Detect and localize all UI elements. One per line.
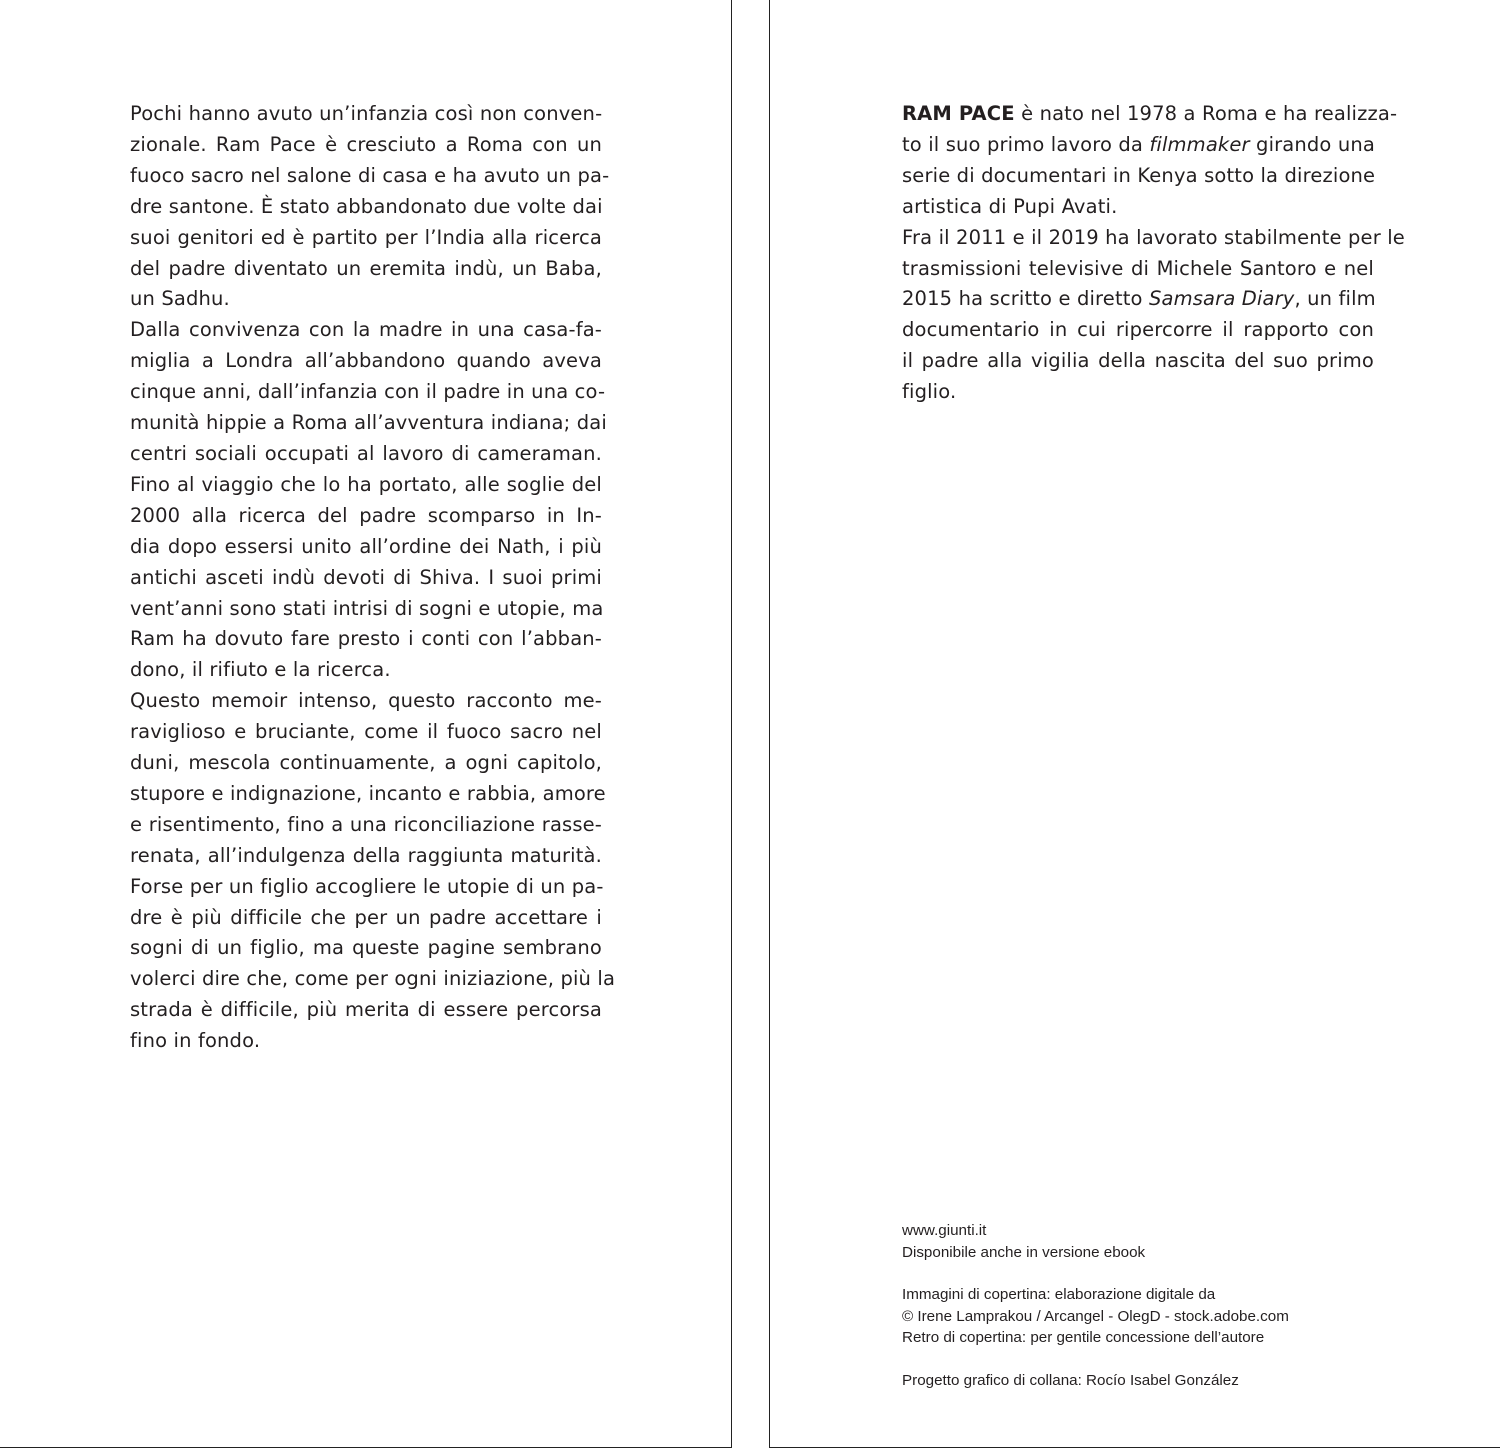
colophon-spacer: [902, 1349, 1402, 1370]
synopsis-line: fino in fondo.: [130, 1029, 261, 1053]
synopsis-line: suoi genitori ed è partito per l’India alla ricerca: [130, 225, 602, 249]
bio-line: trasmissioni televisive di Michele Santoro e nel: [902, 256, 1374, 280]
synopsis-line: antichi asceti indù devoti di Shiva. I suoi primi: [130, 565, 602, 589]
film-title: Samsara Diary: [1148, 287, 1295, 311]
author-bio: [902, 99, 1405, 408]
bio-line: [902, 99, 1398, 130]
synopsis-line: stupore e indignazione, incanto e rabbia, amore: [130, 781, 606, 805]
bio-text: è nato nel 1978 a Roma e ha realizza-: [1014, 102, 1398, 125]
left-flap-page: [0, 0, 732, 1448]
cover-credit-line: Immagini di copertina: elaborazione digitale da: [902, 1286, 1216, 1304]
synopsis-line: duni, mescola continuamente, a ogni capitolo,: [130, 751, 602, 775]
synopsis-line: Fino al viaggio che lo ha portato, alle soglie del: [130, 472, 602, 496]
back-cover-credit: Retro di copertina: per gentile concessione dell’autore: [902, 1329, 1265, 1347]
synopsis-line: dono, il rifiuto e la ricerca.: [130, 658, 391, 682]
bio-line: artistica di Pupi Avati.: [902, 194, 1118, 218]
bio-text: to il suo primo lavoro da: [902, 132, 1150, 156]
author-name: RAM PACE: [902, 102, 1015, 125]
synopsis-line: dia dopo essersi unito all’ordine dei Nath, i più: [130, 534, 602, 558]
bio-line: serie di documentari in Kenya sotto la direzione: [902, 163, 1376, 187]
colophon-spacer: [902, 1263, 1402, 1284]
synopsis-line: 2000 alla ricerca del padre scomparso in In-: [130, 503, 602, 527]
synopsis-line: Forse per un figlio accogliere le utopie di un pa-: [130, 874, 604, 898]
synopsis-line: miglia a Londra all’abbandono quando aveva: [130, 349, 602, 373]
bio-text: , un film: [1294, 287, 1376, 311]
publisher-website: www.giunti.it: [902, 1222, 987, 1239]
bio-line: figlio.: [902, 380, 957, 404]
bio-text: 2015 ha scritto e diretto: [902, 287, 1149, 311]
synopsis-line: e risentimento, fino a una riconciliazione rasse-: [130, 812, 602, 836]
synopsis-line: renata, all’indulgenza della raggiunta maturità.: [130, 843, 602, 867]
synopsis-line: fuoco sacro nel salone di casa e ha avuto un pa-: [130, 163, 610, 187]
synopsis-line: un Sadhu.: [130, 287, 230, 311]
bio-text: girando una: [1249, 132, 1375, 156]
cover-credit-line: © Irene Lamprakou / Arcangel - OlegD - stock.adobe.com: [902, 1307, 1289, 1325]
bio-line: [902, 130, 1374, 161]
synopsis-line: raviglioso e bruciante, come il fuoco sacro nel: [130, 720, 602, 744]
design-credit: Progetto grafico di collana: Rocío Isabel González: [902, 1371, 1239, 1389]
right-flap-page: [769, 0, 1500, 1448]
bio-italic-term: filmmaker: [1149, 132, 1250, 156]
synopsis-line: strada è difficile, più merita di essere percorsa: [130, 998, 602, 1022]
synopsis-line: munità hippie a Roma all’avventura indiana; dai: [130, 411, 607, 435]
bio-line: [902, 284, 1374, 315]
synopsis-line: Questo memoir intenso, questo racconto me-: [130, 689, 602, 713]
bio-line: documentario in cui ripercorre il rapporto con: [902, 318, 1374, 342]
synopsis-line: dre santone. È stato abbandonato due volte dai: [130, 194, 603, 218]
synopsis-line: cinque anni, dall’infanzia con il padre in una co-: [130, 380, 606, 404]
synopsis-line: zionale. Ram Pace è cresciuto a Roma con un: [130, 132, 602, 156]
synopsis-line: Ram ha dovuto fare presto i conti con l’abban-: [130, 627, 602, 651]
colophon: [902, 1220, 1402, 1392]
synopsis-line: del padre diventato un eremita indù, un Baba,: [130, 256, 602, 280]
bio-line: il padre alla vigilia della nascita del suo primo: [902, 349, 1374, 373]
synopsis-line: Pochi hanno avuto un’infanzia così non conven-: [130, 102, 603, 125]
synopsis-line: dre è più difficile che per un padre accettare i: [130, 905, 602, 929]
book-synopsis: [130, 99, 616, 1057]
synopsis-line: Dalla convivenza con la madre in una casa-fa-: [130, 318, 602, 342]
synopsis-line: volerci dire che, come per ogni iniziazione, più la: [130, 967, 616, 991]
synopsis-line: centri sociali occupati al lavoro di cameraman.: [130, 441, 602, 465]
synopsis-line: sogni di un figlio, ma queste pagine sembrano: [130, 936, 602, 960]
synopsis-line: vent’anni sono stati intrisi di sogni e utopie, ma: [130, 596, 604, 620]
bio-line: Fra il 2011 e il 2019 ha lavorato stabilmente per le: [902, 225, 1405, 249]
ebook-note: Disponibile anche in versione ebook: [902, 1243, 1146, 1261]
